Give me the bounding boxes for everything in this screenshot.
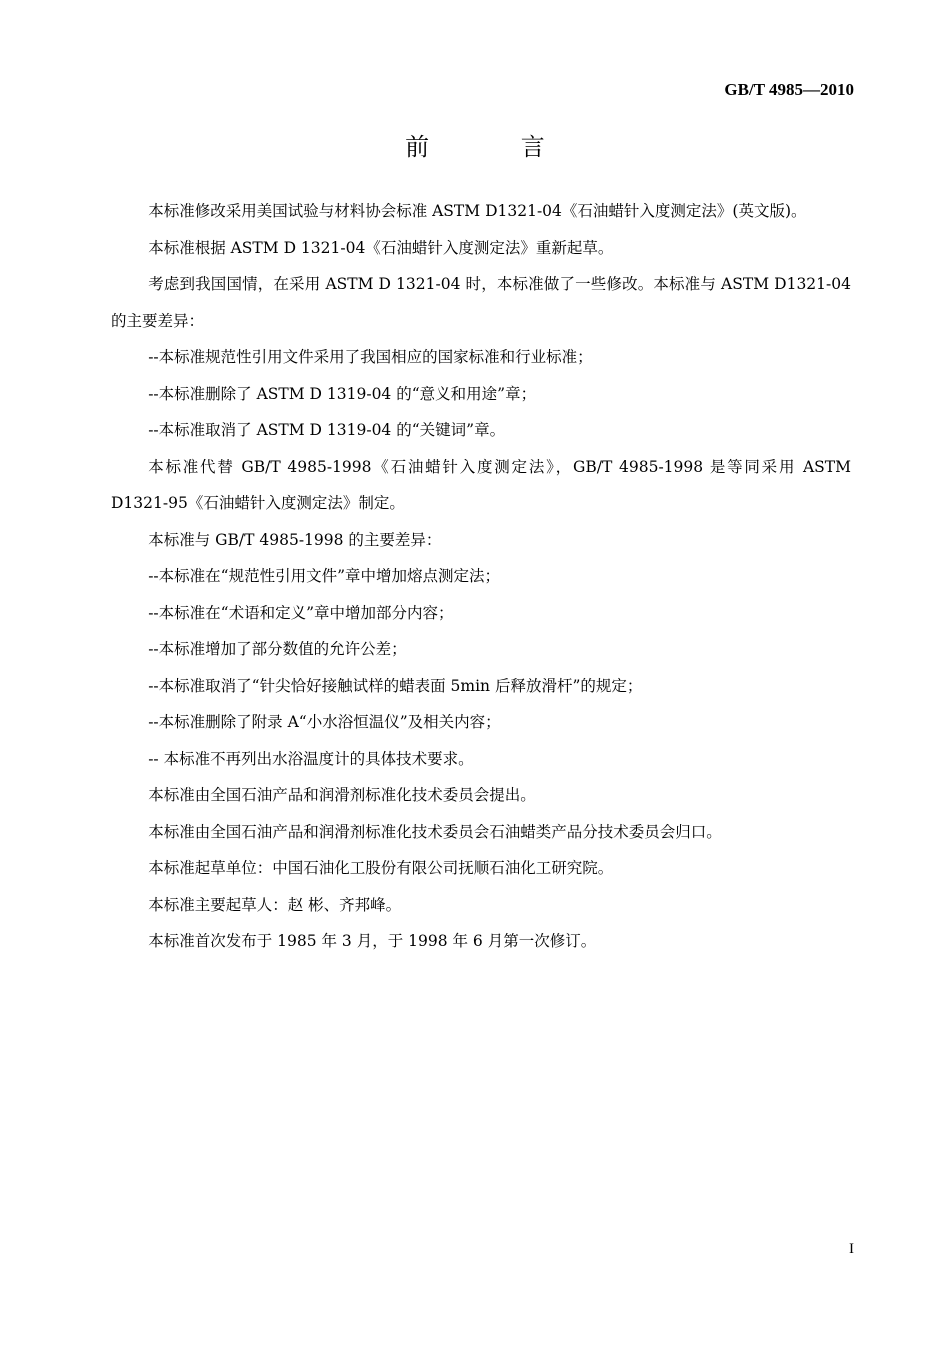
paragraph: 本标准主要起草人：赵 彬、齐邦峰。 [148, 895, 402, 914]
paragraph: 本标准根据 ASTM D 1321-04《石油蜡针入度测定法》重新起草。 [148, 238, 614, 257]
list-item: --本标准在“术语和定义”章中增加部分内容； [148, 603, 454, 622]
list-item: --本标准增加了部分数值的允许公差； [148, 640, 407, 658]
paragraph: 本标准由全国石油产品和润滑剂标准化技术委员会石油蜡类产品分技术委员会归口。 [148, 822, 722, 841]
list-item: --本标准取消了 ASTM D 1319-04 的“关键词”章。 [148, 421, 506, 439]
list-item: --本标准取消了“针尖恰好接触试样的蜡表面 5min 后释放滑杆”的规定； [148, 676, 643, 695]
standard-code: GB/T 4985—2010 [724, 80, 854, 99]
list-item: --本标准规范性引用文件采用了我国相应的国家标准和行业标准； [148, 348, 593, 366]
paragraph: 考虑到我国国情，在采用 ASTM D 1321-04 时，本标准做了一些修改。本标准与 ASTM D1321-04 的主要差异： [111, 275, 851, 330]
paragraph: 本标准修改采用美国试验与材料协会标准 ASTM D1321-04《石油蜡针入度测定法》(英文版)。 [148, 202, 807, 220]
paragraph: 本标准与 GB/T 4985-1998 的主要差异： [148, 530, 442, 549]
paragraph: 本标准由全国石油产品和润滑剂标准化技术委员会提出。 [148, 786, 536, 804]
list-item: --本标准删除了附录 A“小水浴恒温仪”及相关内容； [148, 713, 501, 731]
page-number: I [849, 1241, 854, 1257]
paragraph: 本标准起草单位：中国石油化工股份有限公司抚顺石油化工研究院。 [148, 859, 614, 877]
foreword-body [111, 193, 851, 960]
list-item: --本标准删除了 ASTM D 1319-04 的“意义和用途”章； [148, 384, 537, 403]
list-item: -- 本标准不再列出水浴温度计的具体技术要求。 [148, 749, 474, 768]
paragraph: 本标准首次发布于 1985 年 3 月，于 1998 年 6 月第一次修订。 [148, 932, 597, 950]
paragraph: 本标准代替 GB/T 4985-1998《石油蜡针入度测定法》，GB/T 4985-1998 是等同采用 ASTM D1321-95《石油蜡针入度测定法》制定。 [111, 457, 851, 512]
list-item: --本标准在“规范性引用文件”章中增加熔点测定法； [148, 567, 501, 585]
page-title: 前 言 [405, 133, 587, 161]
